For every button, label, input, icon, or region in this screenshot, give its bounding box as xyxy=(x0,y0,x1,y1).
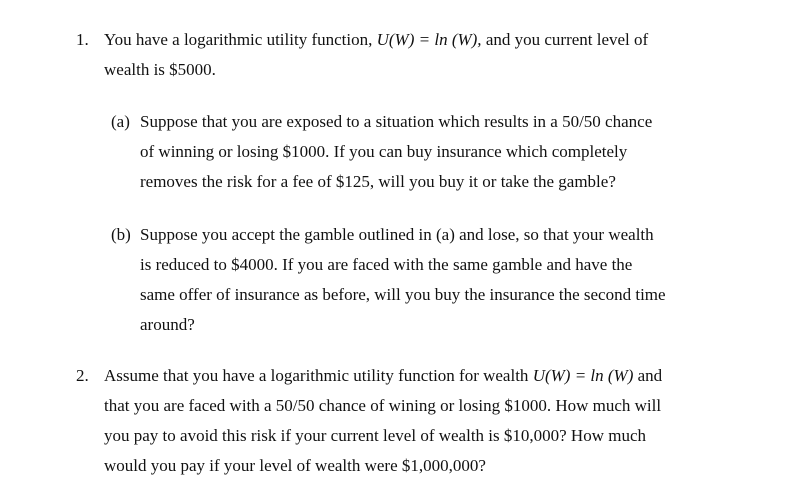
utility-formula: U(W) = ln (W), xyxy=(376,30,482,49)
question-line xyxy=(104,391,744,421)
question-number: 2. xyxy=(76,366,89,385)
question-text xyxy=(104,25,744,85)
part-line: around? xyxy=(140,315,195,334)
question-number: 1. xyxy=(76,30,89,49)
part-text xyxy=(140,220,740,340)
part-label: (a) xyxy=(111,112,130,131)
part-line: is reduced to $4000. If you are faced with the same gamble and have the xyxy=(140,255,633,274)
part-text xyxy=(140,107,740,197)
text-run: you pay to avoid this risk if your current level of wealth is $10,000? How much xyxy=(104,426,646,445)
question-line xyxy=(104,421,744,451)
utility-formula: U(W) = ln (W) xyxy=(532,366,634,385)
text-run: and you current level of xyxy=(481,30,649,49)
question-line xyxy=(104,25,744,55)
text-run: and xyxy=(633,366,663,385)
text-run: You have a logarithmic utility function, xyxy=(104,30,377,49)
question-line xyxy=(104,361,744,391)
part-line: of winning or losing $1000. If you can buy insurance which completely xyxy=(140,142,628,161)
part-line: same offer of insurance as before, will you buy the insurance the second time xyxy=(140,285,666,304)
question-text xyxy=(104,361,744,481)
part-line: Suppose you accept the gamble outlined in (a) and lose, so that your wealth xyxy=(140,225,654,244)
text-run: would you pay if your level of wealth were $1,000,000? xyxy=(104,456,486,475)
part-label: (b) xyxy=(111,225,131,244)
part-line: removes the risk for a fee of $125, will you buy it or take the gamble? xyxy=(140,172,616,191)
question-line xyxy=(104,55,744,85)
text-run: Assume that you have a logarithmic utility function for wealth xyxy=(104,366,533,385)
question-line xyxy=(104,451,744,481)
text-run: that you are faced with a 50/50 chance of wining or losing $1000. How much will xyxy=(104,396,662,415)
part-line: Suppose that you are exposed to a situation which results in a 50/50 chance xyxy=(140,112,653,131)
text-run: wealth is $5000. xyxy=(104,60,216,79)
